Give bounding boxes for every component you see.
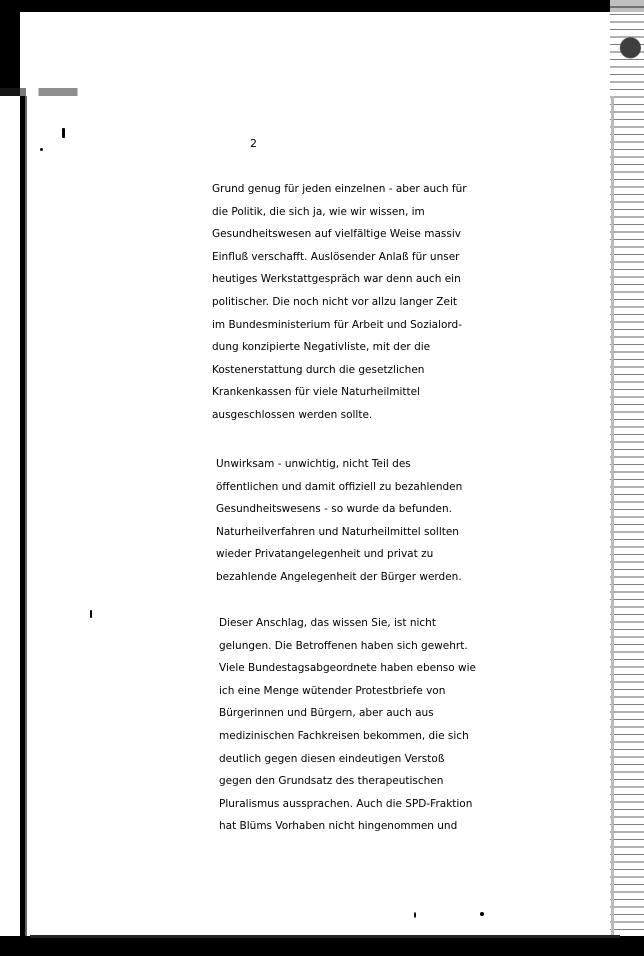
text-line: ausgeschlossen werden sollte. [212,408,373,421]
text-line: politischer. Die noch nicht vor allzu langer Zeit [212,295,457,308]
text-line: Grund genug für jeden einzelnen - aber auch für [212,183,467,195]
page-edge-bottom [30,935,620,938]
scan-border-bottom [0,936,644,956]
text-line: Dieser Anschlag, das wissen Sie, ist nicht [219,617,436,629]
paragraph-3 [219,612,476,838]
text-line: medizinischen Fachkreisen bekommen, die sich [219,729,469,742]
text-line: gegen den Grundsatz des therapeutischen [219,775,444,788]
text-line: Kostenerstattung durch die gesetzlichen [212,363,425,376]
text-line: gelungen. Die Betroffenen haben sich gewehrt. [219,639,468,652]
scan-border-top-left [0,0,20,96]
page-number: 2 [250,137,257,150]
scan-speck [40,148,43,151]
text-line: Viele Bundestagsabgeordnete haben ebenso wie [219,662,476,675]
scan-border-right [610,0,644,956]
text-line: hat Blüms Vorhaben nicht hingenommen und [219,820,458,833]
text-line: wieder Privatangelegenheit und privat zu [216,548,434,561]
text-line: im Bundesministerium für Arbeit und Sozialord- [212,318,463,331]
paragraph-1 [212,178,467,427]
text-line: die Politik, die sich ja, wie wir wissen, im [212,205,425,218]
scan-border-left [20,96,32,936]
paragraph-2 [216,453,462,589]
text-line: Gesundheitswesen auf vielfältige Weise massiv [212,228,461,241]
text-line: Pluralismus aussprachen. Auch die SPD-Fraktion [219,797,473,810]
page-edge-right [611,96,614,936]
text-line: dung konzipierte Negativliste, mit der die [212,341,431,354]
text-line: Naturheilverfahren und Naturheilmittel sollten [216,525,459,538]
scan-speck [62,128,65,138]
scan-noise-strip [0,88,644,96]
scan-speck [480,912,484,916]
text-line: bezahlende Angelegenheit der Bürger werden. [216,570,462,583]
text-line: Gesundheitswesens - so wurde da befunden. [216,503,452,516]
text-line: Bürgerinnen und Bürgern, aber auch aus [219,707,434,720]
text-line: Einfluß verschafft. Auslösender Anlaß für unser [212,250,460,263]
scan-speck [414,912,416,918]
scan-speck [90,610,92,618]
text-line: deutlich gegen diesen eindeutigen Verstoß [219,752,445,765]
text-line: Unwirksam - unwichtig, nicht Teil des [216,458,411,470]
text-line: heutiges Werkstattgespräch war denn auch ein [212,273,461,286]
text-line: öffentlichen und damit offiziell zu bezahlenden [216,480,463,493]
text-line: Krankenkassen für viele Naturheilmittel [212,386,421,399]
scan-border-top [0,0,644,12]
text-line: ich eine Menge wütender Protestbriefe von [219,684,446,697]
